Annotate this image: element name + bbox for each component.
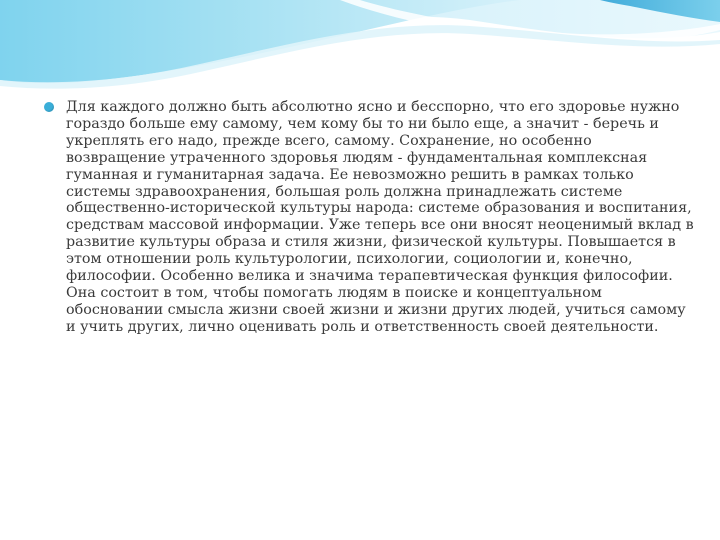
header-wave-decoration: [0, 0, 720, 110]
body-paragraph: Для каждого должно быть абсолютно ясно и бесспорно, что его здоровье нужно гораздо больше ему самому, чем кому бы то ни было еще, а значит - беречь и укреплять его надо, прежде всего, самому. Сохранение, но особенно возвращение утраченного здоровья людям - фундаментальная комплексная гуманная и гуманитарная задача. Ее невозможно решить в рамках только системы здравоохранения, большая роль должна принадлежать системе общественно-исторической культуры народа: системе образования и воспитания, средствам массовой информации. Уже теперь все они вносят неоценимый вклад в развитие культуры образа и стиля жизни, физической культуры. Повышается в этом отношении роль культурологии, психологии, социологии и, конечно, философии. Особенно велика и значима терапевтическая функция философии. Она состоит в том, чтобы помогать людям в поиске и концептуальном обосновании смысла жизни своей жизни и жизни других людей, учиться самому и учить других, лично оценивать роль и ответственность своей деятельности.: [66, 99, 694, 335]
wave-main-band: [0, 0, 520, 83]
content-area: [44, 99, 694, 336]
round-bullet-icon: [44, 102, 54, 112]
bullet-item: [44, 99, 694, 336]
